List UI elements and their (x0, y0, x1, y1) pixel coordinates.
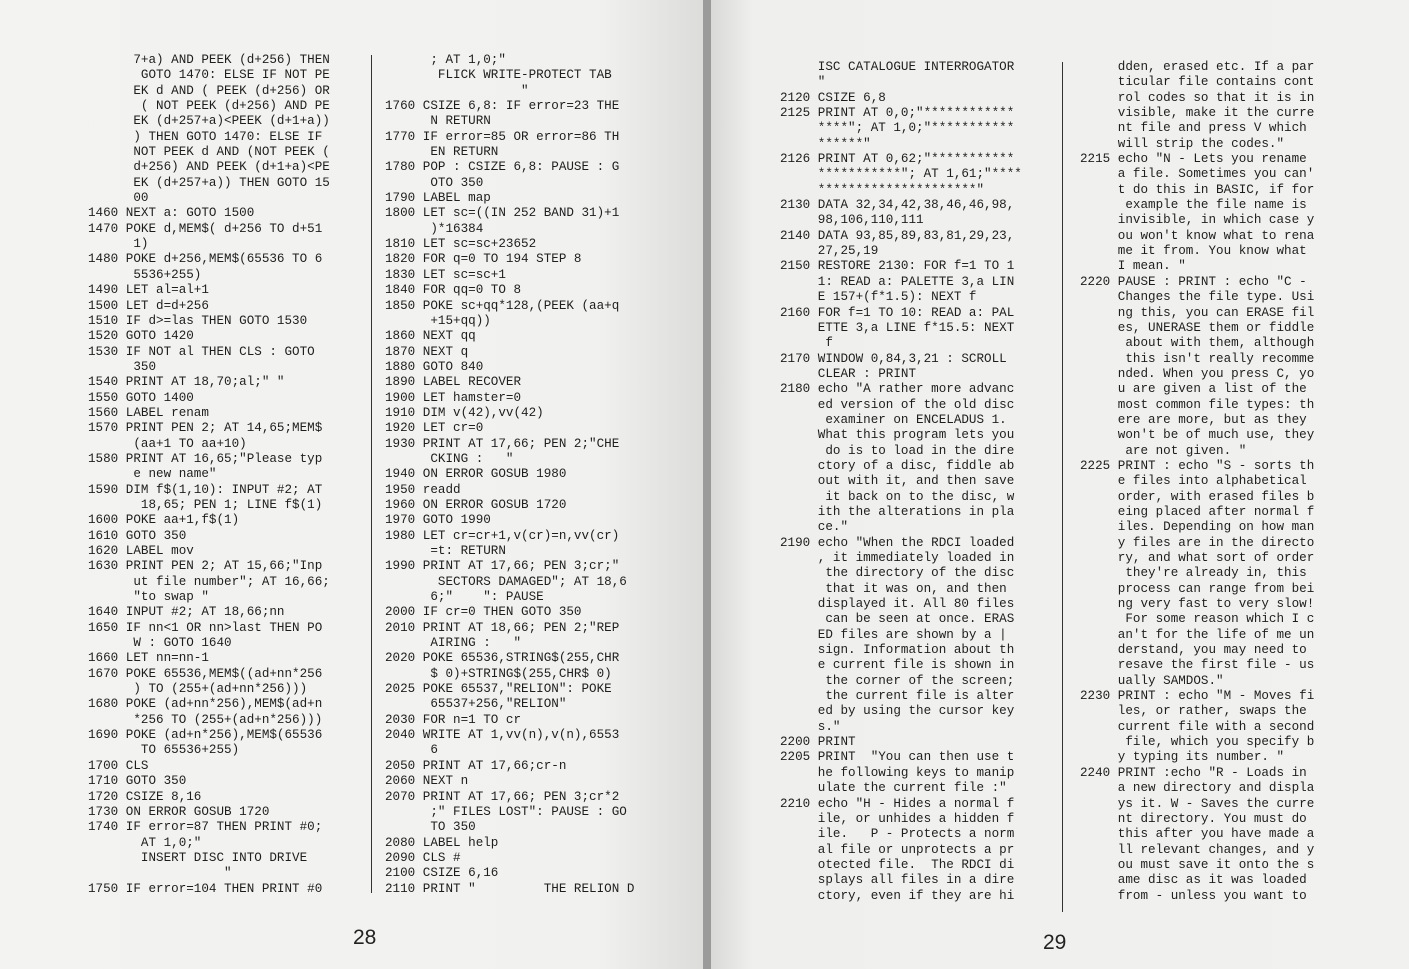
code-listing: dden, erased etc. If a par ticular file contains cont rol codes so that it is in visible, make it the curre nt file and press V which will strip the codes." 2215 echo "N - Lets you rename a file. Sometimes you can' t do this in BASIC, if for example the file name is invisible, in which case y ou won't know what to rena me it from. You know what I mean. " 2220 PAUSE : PRINT : echo "C - Changes the file type. Usi ng this, you can ERASE fil es, UNERASE them or fiddle about with them, although this isn't really recomme nded. When you press C, yo u are given a list of the most common file types: th ere are more, but as they won't be of much use, they are not given. " 2225 PRINT : echo "S - sorts th e files into alphabetical order, with erased files b eing placed after normal f iles. Depending on how man y files are in the directo ry, and what sort of order they're already in, this process can range from bei ng very fast to very slow! For some reason which I c an't for the life of me un derstand, you may need to resave the first file - us ually SAMDOS." 2230 PRINT : echo "M - Moves fi les, or rather, swaps the current file with a second file, which you specify b y typing its number. " 2240 PRINT :echo "R - Loads in a new directory and displa ys it. W - Saves the curre nt directory. You must do this after you have made a ll relevant changes, and y ou must save it onto the s ame disc as it was loaded from - unless you want to (1080, 60, 1315, 903)
left-page (0, 0, 703, 969)
left-page-column-1 (88, 53, 330, 897)
page-number: 28 (353, 926, 377, 949)
left-page-column-2 (385, 53, 634, 897)
page-number: 29 (1043, 931, 1067, 954)
column-divider (1062, 62, 1063, 912)
right-page-column-1 (780, 60, 1022, 904)
code-listing: ISC CATALOGUE INTERROGATOR " 2120 CSIZE 6,8 2125 PRINT AT 0,0;"************ ****"; AT 1,0;"*********** ******" 2126 PRINT AT 0,62;"*********** ***********"; AT 1,61;"**** *********************" 2130 DATA 32,34,42,38,46,46,98, 98,106,110,111 2140 DATA 93,85,89,83,81,29,23, 27,25,19 2150 RESTORE 2130: FOR f=1 TO 1 1: READ a: PALETTE 3,a LIN E 157+(f*1.5): NEXT f 2160 FOR f=1 TO 10: READ a: PAL ETTE 3,a LINE f*15.5: NEXT f 2170 WINDOW 0,84,3,21 : SCROLL CLEAR : PRINT 2180 echo "A rather more advanc ed version of the old disc examiner on ENCELADUS 1. What this program lets you do is to load in the dire ctory of a disc, fiddle ab out with it, and then save it back on to the disc, w ith the alterations in pla ce." 2190 echo "When the RDCI loaded , it immediately loaded in the directory of the disc that it was on, and then displayed it. All 80 files can be seen at once. ERAS ED files are shown by a | sign. Information about th e current file is shown in the corner of the screen; the current file is alter ed by using the cursor key s." 2200 PRINT 2205 PRINT "You can then use t he following keys to manip ulate the current file :" 2210 echo "H - Hides a normal f ile, or unhides a hidden f ile. P - Protects a norm al file or unprotects a pr otected file. The RDCI di splays all files in a dire ctory, even if they are hi (780, 60, 1022, 903)
code-listing: ; AT 1,0;" FLICK WRITE-PROTECT TAB " 1760 CSIZE 6,8: IF error=23 THE N RETURN 1770 IF error=85 OR error=86 TH EN RETURN 1780 POP : CSIZE 6,8: PAUSE : G OTO 350 1790 LABEL map 1800 LET sc=((IN 252 BAND 31)+1 )*16384 1810 LET sc=sc+23652 1820 FOR q=0 TO 194 STEP 8 1830 LET sc=sc+1 1840 FOR qq=0 TO 8 1850 POKE sc+qq*128,(PEEK (aa+q +15+qq)) 1860 NEXT qq 1870 NEXT q 1880 GOTO 840 1890 LABEL RECOVER 1900 LET hamster=0 1910 DIM v(42),vv(42) 1920 LET cr=0 1930 PRINT AT 17,66; PEN 2;"CHE CKING : " 1940 ON ERROR GOSUB 1980 1950 readd 1960 ON ERROR GOSUB 1720 1970 GOTO 1990 1980 LET cr=cr+1,v(cr)=n,vv(cr) =t: RETURN 1990 PRINT AT 17,66; PEN 3;cr;" SECTORS DAMAGED"; AT 18,6 6;" ": PAUSE 2000 IF cr=0 THEN GOTO 350 2010 PRINT AT 18,66; PEN 2;"REP AIRING : " 2020 POKE 65536,STRING$(255,CHR $ 0)+STRING$(255,CHR$ 0) 2025 POKE 65537,"RELION": POKE 65537+256,"RELION" 2030 FOR n=1 TO cr 2040 WRITE AT 1,vv(n),v(n),6553 6 2050 PRINT AT 17,66;cr-n 2060 NEXT n 2070 PRINT AT 17,66; PEN 3;cr*2 ;" FILES LOST": PAUSE : GO TO 350 2080 LABEL help 2090 CLS # 2100 CSIZE 6,16 2110 PRINT " THE RELION D (385, 53, 635, 896)
column-divider (371, 55, 372, 893)
right-page-column-2 (1080, 60, 1314, 904)
book-gutter (703, 0, 711, 969)
right-page (711, 0, 1409, 969)
code-listing: 7+a) AND PEEK (d+256) THEN GOTO 1470: ELSE IF NOT PE EK d AND ( PEEK (d+256) OR ( NOT PEEK (d+256) AND PE EK (d+257+a)<PEEK (d+1+a)) ) THEN GOTO 1470: ELSE IF NOT PEEK d AND (NOT PEEK ( d+256) AND PEEK (d+1+a)<PE EK (d+257+a)) THEN GOTO 15 00 1460 NEXT a: GOTO 1500 1470 POKE d,MEM$( d+256 TO d+51 1) 1480 POKE d+256,MEM$(65536 TO 6 5536+255) 1490 LET al=al+1 1500 LET d=d+256 1510 IF d>=las THEN GOTO 1530 1520 GOTO 1420 1530 IF NOT al THEN CLS : GOTO 350 1540 PRINT AT 18,70;al;" " 1550 GOTO 1400 1560 LABEL renam 1570 PRINT PEN 2; AT 14,65;MEM$ (aa+1 TO aa+10) 1580 PRINT AT 16,65;"Please typ e new name" 1590 DIM f$(1,10): INPUT #2; AT 18,65; PEN 1; LINE f$(1) 1600 POKE aa+1,f$(1) 1610 GOTO 350 1620 LABEL mov 1630 PRINT PEN 2; AT 15,66;"Inp ut file number"; AT 16,66; "to swap " 1640 INPUT #2; AT 18,66;nn 1650 IF nn<1 OR nn>last THEN PO W : GOTO 1640 1660 LET nn=nn-1 1670 POKE 65536,MEM$((ad+nn*256 ) TO (255+(ad+nn*256))) 1680 POKE (ad+nn*256),MEM$(ad+n *256 TO (255+(ad+n*256))) 1690 POKE (ad+n*256),MEM$(65536 TO 65536+255) 1700 CLS 1710 GOTO 350 1720 CSIZE 8,16 1730 ON ERROR GOSUB 1720 1740 IF error=87 THEN PRINT #0; AT 1,0;" INSERT DISC INTO DRIVE " 1750 IF error=104 THEN PRINT #0 (88, 53, 330, 896)
